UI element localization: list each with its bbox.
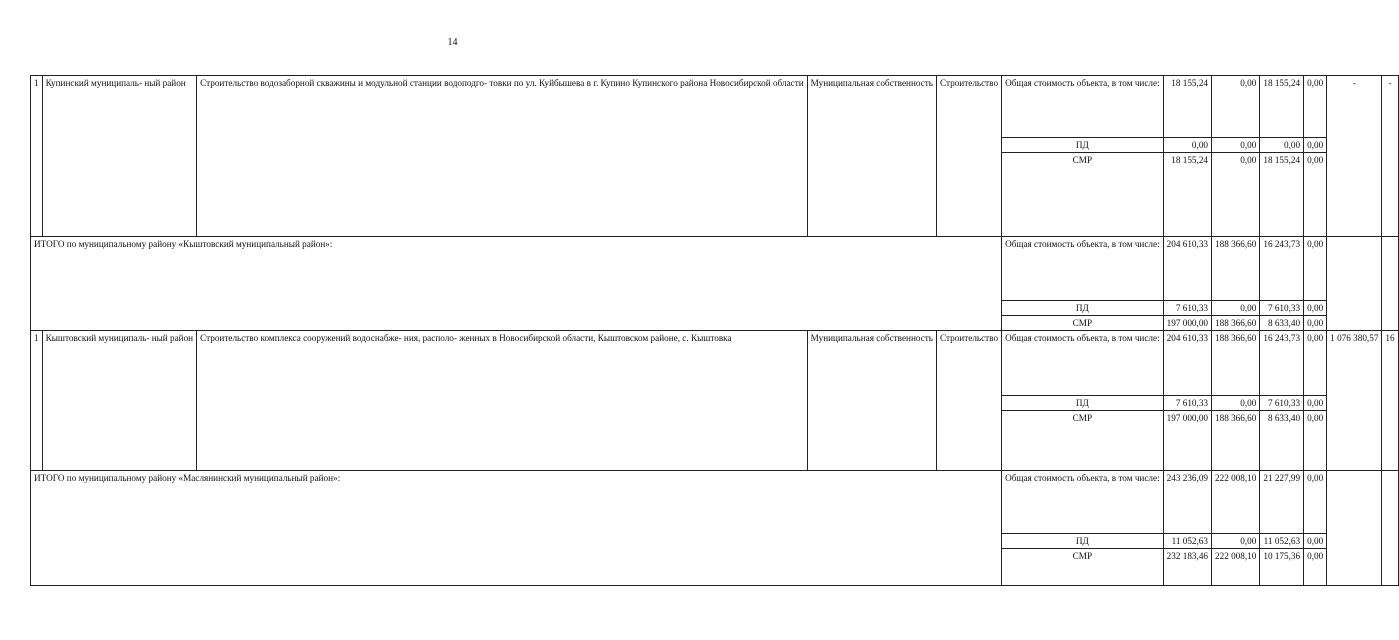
amount-cell: 18 155,24 xyxy=(1260,153,1304,237)
total-row xyxy=(31,237,1399,301)
amount-cell: 0,00 xyxy=(1304,534,1327,549)
amount-cell: 0,00 xyxy=(1260,138,1304,153)
amount-cell: 0,00 xyxy=(1304,301,1327,316)
amount-cell: 16 243,73 xyxy=(1260,237,1304,301)
cost-label-cell: Общая стоимость объекта, в том числе: xyxy=(1002,237,1164,301)
amount-cell: 7 610,33 xyxy=(1260,396,1304,411)
amount-cell: 0,00 xyxy=(1163,138,1211,153)
district-cell: Кыштовский муниципаль- ный район xyxy=(42,331,197,471)
table-row xyxy=(31,76,1399,138)
amount-cell: 204 610,33 xyxy=(1163,237,1211,301)
total-row xyxy=(31,471,1399,534)
amount-cell: 0,00 xyxy=(1212,76,1260,138)
amount-cell: 7 610,33 xyxy=(1260,301,1304,316)
amount-cell: 11 052,63 xyxy=(1260,534,1304,549)
amount-cell: 18 155,24 xyxy=(1163,76,1211,138)
pd-label-cell: ПД xyxy=(1002,301,1164,316)
amount-cell: 204 610,33 xyxy=(1163,331,1211,396)
amount-cell: 10 175,36 xyxy=(1260,549,1304,586)
amount-cell: 0,00 xyxy=(1304,237,1327,301)
pd-label-cell: ПД xyxy=(1002,396,1164,411)
extra-cell xyxy=(1327,471,1382,586)
amount-cell: 0,00 xyxy=(1212,153,1260,237)
object-name-cell: Строительство комплекса сооружений водоснабже- ния, располо- женных в Новосибирской области, Кыштовском районе, с. Кыштовка xyxy=(197,331,808,471)
extra-cell xyxy=(1327,237,1382,331)
smr-label-cell: СМР xyxy=(1002,153,1164,237)
row-number-cell: 1 xyxy=(31,76,43,237)
row-number-cell: 1 xyxy=(31,331,43,471)
extra-cell: 1 076 380,57 xyxy=(1327,331,1382,471)
amount-cell: 0,00 xyxy=(1304,471,1327,534)
ownership-cell: Муниципальная собственность xyxy=(807,76,936,237)
amount-cell: 0,00 xyxy=(1212,138,1260,153)
work-type-cell: Строительство xyxy=(936,331,1001,471)
work-type-cell: Строительство xyxy=(936,76,1001,237)
amount-cell: 11 052,63 xyxy=(1163,534,1211,549)
amount-cell: 0,00 xyxy=(1304,331,1327,396)
extra-cell xyxy=(1382,471,1398,586)
amount-cell: 197 000,00 xyxy=(1163,316,1211,331)
amount-cell: 7 610,33 xyxy=(1163,396,1211,411)
amount-cell: 21 227,99 xyxy=(1260,471,1304,534)
amount-cell: 188 366,60 xyxy=(1212,237,1260,301)
amount-cell: 222 008,10 xyxy=(1212,549,1260,586)
amount-cell: 0,00 xyxy=(1304,411,1327,471)
cost-label-cell: Общая стоимость объекта, в том числе: xyxy=(1002,471,1164,534)
total-label-cell: ИТОГО по муниципальному району «Кыштовский муниципальный район»: xyxy=(31,237,1002,331)
amount-cell: 0,00 xyxy=(1304,76,1327,138)
total-label-cell: ИТОГО по муниципальному району «Маслянинский муниципальный район»: xyxy=(31,471,1002,586)
amount-cell: 0,00 xyxy=(1212,534,1260,549)
amount-cell: 188 366,60 xyxy=(1212,411,1260,471)
amount-cell: 16 243,73 xyxy=(1260,331,1304,396)
extra-cell: - xyxy=(1382,76,1398,237)
amount-cell: 7 610,33 xyxy=(1163,301,1211,316)
amount-cell: 8 633,40 xyxy=(1260,411,1304,471)
amount-cell: 188 366,60 xyxy=(1212,316,1260,331)
cost-label-cell: Общая стоимость объекта, в том числе: xyxy=(1002,331,1164,396)
ownership-cell: Муниципальная собственность xyxy=(807,331,936,471)
smr-label-cell: СМР xyxy=(1002,411,1164,471)
cost-label-cell: Общая стоимость объекта, в том числе: xyxy=(1002,76,1164,138)
amount-cell: 18 155,24 xyxy=(1260,76,1304,138)
amount-cell: 222 008,10 xyxy=(1212,471,1260,534)
amount-cell: 0,00 xyxy=(1304,549,1327,586)
district-cell: Купинский муниципаль- ный район xyxy=(42,76,197,237)
smr-label-cell: СМР xyxy=(1002,549,1164,586)
amount-cell: 0,00 xyxy=(1212,396,1260,411)
amount-cell: 0,00 xyxy=(1304,316,1327,331)
extra-cell: 16 xyxy=(1382,331,1398,471)
amount-cell: 0,00 xyxy=(1212,301,1260,316)
amount-cell: 18 155,24 xyxy=(1163,153,1211,237)
object-name-cell: Строительство водозаборной скважины и модульной станции водоподго- товки по ул. Куйбышева в г. Купино Купинского района Новосибирской области xyxy=(197,76,808,237)
extra-cell: - xyxy=(1327,76,1382,237)
budget-table xyxy=(30,75,1399,586)
amount-cell: 243 236,09 xyxy=(1163,471,1211,534)
extra-cell xyxy=(1382,237,1398,331)
smr-label-cell: СМР xyxy=(1002,316,1164,331)
amount-cell: 8 633,40 xyxy=(1260,316,1304,331)
amount-cell: 0,00 xyxy=(1304,138,1327,153)
amount-cell: 0,00 xyxy=(1304,153,1327,237)
amount-cell: 0,00 xyxy=(1304,396,1327,411)
page-number: 14 xyxy=(447,37,458,48)
table-row xyxy=(31,331,1399,396)
amount-cell: 232 183,46 xyxy=(1163,549,1211,586)
amount-cell: 188 366,60 xyxy=(1212,331,1260,396)
pd-label-cell: ПД xyxy=(1002,138,1164,153)
amount-cell: 197 000,00 xyxy=(1163,411,1211,471)
pd-label-cell: ПД xyxy=(1002,534,1164,549)
